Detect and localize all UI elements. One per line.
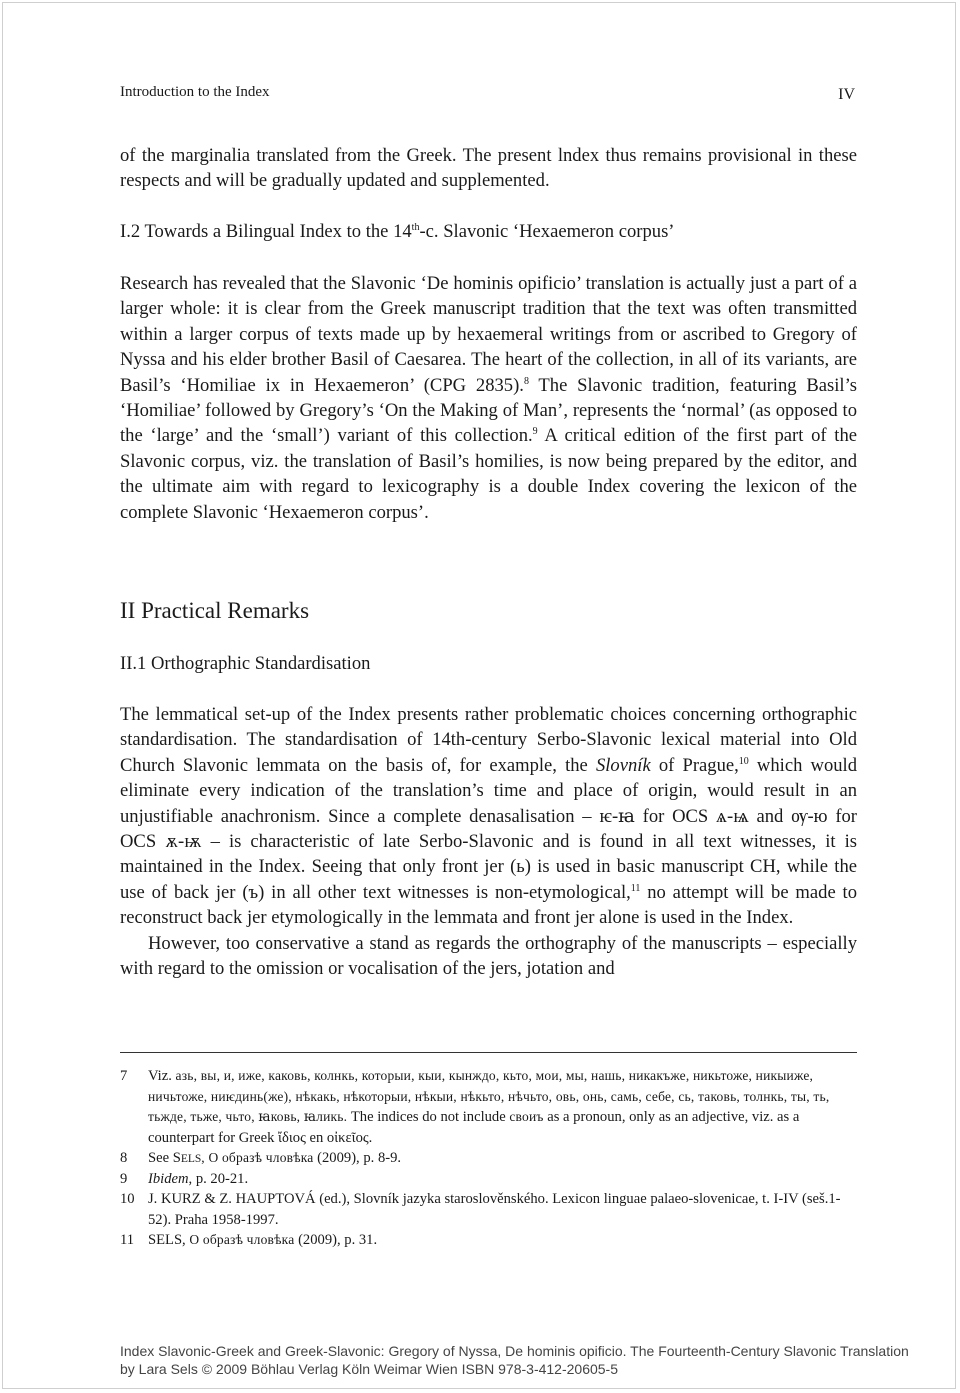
heading-text: II Practical Remarks (120, 598, 310, 623)
paragraph-text: However, too conservative a stand as regards the orthography of the manuscripts – especially with regard to the omission or vocalisation of the jers, jotation and (120, 932, 857, 980)
paragraph-text: Research has revealed that the Slavonic ‘De hominis opificio’ translation is actually just a part of a larger whole: it is clear from the Greek manuscript tradition that the text was often transmitted within a larger corpus of texts made up by hexaemeral writings from or ascribed to Gregory of Nyssa and his elder brother Basil of Caesarea. The heart of the collection, in all of its variants, are Basil’s ‘Homiliae ix in Hexaemeron’ (CPG 2835).$^8$ The Slavonic tradition, featuring Basil’s ‘Homiliae’ followed by Gregory’s ‘On the Making of Man’, represents the ‘normal’ (as opposed to the ‘large’ and the ‘small’) variant of this collection.$^9$ A critical edition of the first part of the Slavonic corpus, viz. the translation of Basil’s homilies, is now being prepared by the editor, and the ultimate aim with regard to lexicography is a double Index covering the lexicon of the complete Slavonic ‘Hexaemeron corpus’. (120, 273, 858, 523)
footnote-number: 11 (120, 1232, 135, 1248)
footer-line: Index Slavonic-Greek and Greek-Slavonic: Gregory of Nyssa, De hominis opificio. The Fourteenth-Century Slavonic Translation (120, 1343, 909, 1359)
heading-text: I.2 Towards a Bilingual Index to the 14th-c. Slavonic ‘Hexaemeron corpus’ (120, 221, 675, 242)
footnote-ref-9[interactable]: 9 (532, 426, 538, 438)
section-heading-2-1 (120, 651, 857, 676)
footnote-ref-8[interactable]: 8 (523, 375, 529, 387)
section-heading-2 (120, 597, 857, 625)
paragraph-text: The lemmatical set-up of the Index presents rather problematic choices concerning orthographic standardisation. The standardisation of 14th-century Serbo-Slavonic lexical material into Old Church Slavonic lemmata on the basis of, for example, the Slovník of Prague,$^{10}$ which would eliminate every indication of the translation’s time and place of origin, would result in an unjustifiable anachronism. Since a complete denasalisation – ѥ-ꙗ for OCS ѧ-ѩ and ѹ-ю for OCS ѫ-ѭ – is characteristic of late Serbo-Slavonic and is found in all text witnesses, it is maintained in the Index. Seeing that only front jer (ь) is used in basic manuscript CH, while the use of back jer (ъ) in all other text witnesses is non-etymological,$^{11}$ no attempt will be made to reconstruct back jer etymologically in the lemmata and front jer alone is used in the Index. (120, 704, 858, 929)
paragraph-continuation (120, 143, 857, 194)
paragraph-research (120, 271, 857, 525)
paragraph-text: of the marginalia translated from the Greek. The present lndex thus remains provisional in these respects and will be gradually updated and supplemented. (120, 145, 857, 192)
footnote-text: SELS, О образѣ чловѣка (2009), p. 31. (148, 1232, 378, 1248)
footnote-text: Ibidem, p. 20-21. (148, 1171, 249, 1187)
footnote-number: 10 (120, 1191, 135, 1207)
page-number: IV (838, 86, 855, 103)
footnote-number: 9 (120, 1171, 128, 1187)
paragraph-orthography (120, 702, 857, 981)
publisher-footer (120, 1342, 920, 1378)
footnote-text: J. KURZ & Z. HAUPTOVÁ (ed.), Slovník jazyka staroslověnského. Lexicon linguae palaeo-slovenicae, t. I-IV (seš.1-52). Praha 1958-1997. (148, 1191, 841, 1228)
footer-line: by Lara Sels © 2009 Böhlau Verlag Köln Weimar Wien ISBN 978-3-412-20605-5 (120, 1361, 619, 1377)
slovnik-title: Slovník (595, 754, 651, 776)
section-heading-1-2 (120, 219, 857, 244)
footnote-ref-10[interactable]: 10 (738, 755, 749, 767)
heading-text: II.1 Orthographic Standardisation (120, 653, 371, 674)
footnote-text: Viz. азь, вы, и, иже, каковь, колнкь, которыи, кыи, кынждо, кьто, мои, мы, нашь, никакъже, никьтоже, никыиже, ничьтоже, ниѥдинь(же), нѣкакь, нѣкоторыи, нѣкыи, нѣкьто, нѣчьто, овь, онь, самь, себе, сь, таковь, толнкь, ты, ть, тьжде, тьже, чьто, ꙗковь, ꙗликь. The indices do not include своиъ as a pronoun, only as an adjective, viz. as a counterpart for Greek ἴδιος en οἰκεῖος. (148, 1068, 830, 1146)
footnote-number: 8 (120, 1150, 128, 1166)
footnote-text: See SELS, О образѣ чловѣка (2009), p. 8-9. (148, 1150, 402, 1166)
footnote-ref-11[interactable]: 11 (630, 882, 641, 894)
footnote-divider (120, 1052, 857, 1053)
footnote-number: 7 (120, 1068, 128, 1084)
running-header-title: Introduction to the Index (120, 84, 270, 100)
